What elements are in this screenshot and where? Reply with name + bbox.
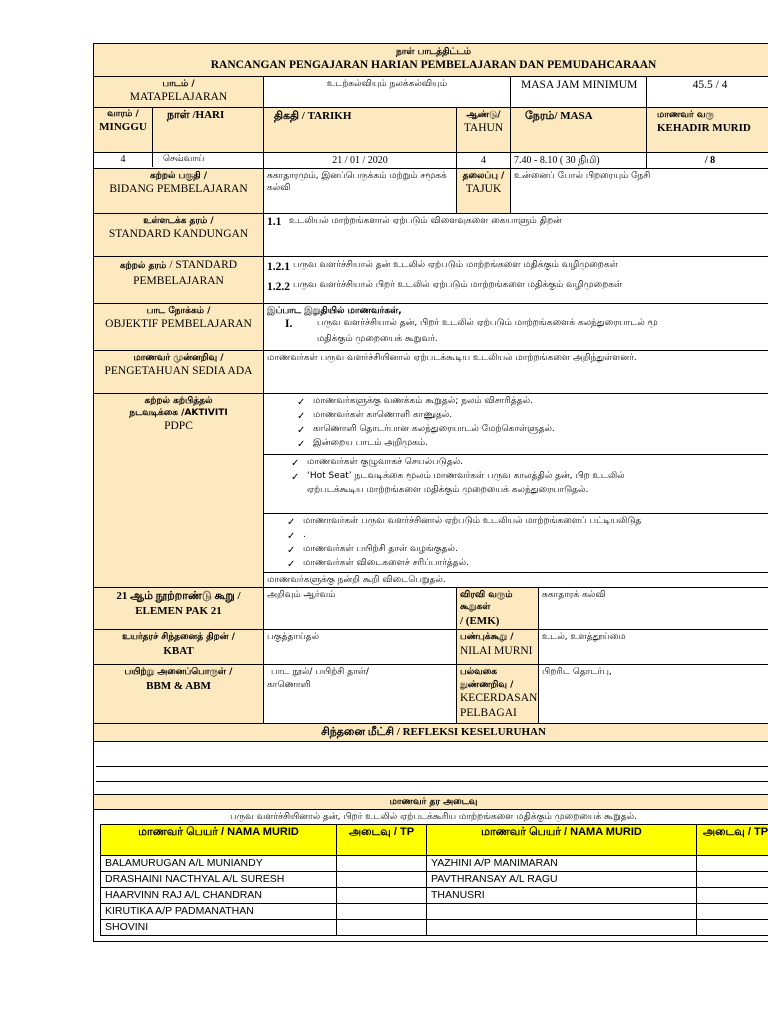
pengetahuan-label-ms: PENGETAHUAN SEDIA ADA <box>104 365 253 378</box>
bbm-label-ms: BBM & ABM <box>146 679 211 692</box>
sp-item-text: பருவ வளர்ச்சியால் தன் உடலில் ஏற்படும் மாற்றங்களை மதிக்கும் வழிமுறைகள் <box>293 260 618 271</box>
time-value: 7.40 - 8.10 ( 30 நிமி) <box>511 152 647 169</box>
tp-cell[interactable] <box>697 919 768 935</box>
nilai-label-ta: பண்புக்கூறு / <box>460 632 514 643</box>
elemen-row <box>94 588 768 630</box>
col-tp-header: அடைவு / TP <box>337 824 427 855</box>
sp-label-ta: கற்றல் தரம் <box>119 261 167 272</box>
emk-value: சுகாதாரக் கல்வி <box>539 588 768 630</box>
student-name: DRASHAINI NACTHYAL A/L SURESH <box>101 871 337 887</box>
student-name <box>427 903 697 919</box>
bidang-label-ms: BIDANG PEMBELAJARAN <box>109 183 248 196</box>
tp-cell[interactable] <box>337 855 427 871</box>
aktiviti-label-ta1: கற்றல் கற்பித்தல் <box>144 396 213 407</box>
subject-label-ms: MATAPELAJARAN <box>129 90 228 103</box>
tp-statement-row <box>94 809 768 824</box>
sp-item-number: 1.2.1 <box>267 261 290 274</box>
list-item: ✓ மாணாவர்கள் பருவ வளர்ச்சினால் ஏற்படும் உடலியல் மாற்றங்களைப் பட்டியலிடுத <box>287 515 768 529</box>
bbm-value-1: பாட நூல்/ பயிற்சி தாள்/ <box>271 667 369 678</box>
student-header-row <box>101 824 768 855</box>
check-icon: ✓ <box>297 438 306 450</box>
tajuk-label-ta: தலைப்பு / <box>462 171 505 182</box>
table-row <box>101 855 768 871</box>
list-item: ✓ மாணவர்கள் விடைகளைச் சரிப்பார்த்தல். <box>287 557 768 571</box>
year-value: 4 <box>457 152 511 169</box>
bidang-value: சுகாதாரமும், இனப்பெருக்கம் மற்றும் சமூகக் கல்வி <box>264 169 457 214</box>
tajuk-value: உன்னைப் போல் பிறரையும் நேசி <box>511 169 768 214</box>
kbat-label-ms: KBAT <box>163 644 194 657</box>
check-icon: ✓ <box>287 517 296 529</box>
subject-row <box>94 76 768 107</box>
student-name: KIRUTIKA A/P PADMANATHAN <box>101 903 337 919</box>
kp-label-ms: KECERDASAN PELBAGAI <box>460 691 538 720</box>
header-row <box>94 44 768 77</box>
kbat-row <box>94 630 768 665</box>
check-icon: ✓ <box>287 558 296 570</box>
time-label: நேரம்/ MASA <box>511 107 647 152</box>
day-value: செவ்வாய் <box>163 153 205 164</box>
student-name: YAZHINI A/P MANIMARAN <box>427 855 697 871</box>
sk-label-ta: உள்ளடக்க தரம் / <box>143 216 214 227</box>
table-row <box>101 919 768 935</box>
list-item: ✓ ‘Hot Seat’ நடவடிக்கை மூலம் மாணவர்கள் பருவ காலத்தில் தன், பிற உடலில் ஏற்படக்கூடிய மாற்றங்களை மதிக்கும் முறையைக் கலந்துரையாடுதல். <box>291 471 625 496</box>
attendance-label-ta: மாணவர் வரு <box>657 109 714 120</box>
objektif-intro: இப்பாட இறுதியில் மாணவர்கள், <box>267 306 402 317</box>
attendance-value: / 8 <box>647 152 768 169</box>
kbat-value: பகுத்தாய்தல் <box>264 630 457 665</box>
table-row <box>101 871 768 887</box>
emk-label-ta: விரவி வரும் கூறுகள் <box>460 590 513 613</box>
masa-value: 45.5 / 4 <box>647 76 768 107</box>
aktiviti-closing: மாணவர்களுக்கு நன்றி கூறி விடைபெறுதல். <box>264 573 768 588</box>
bbm-row <box>94 665 768 723</box>
student-table <box>100 824 768 936</box>
tp-cell[interactable] <box>697 855 768 871</box>
tp-cell[interactable] <box>697 887 768 903</box>
refleksi-line <box>96 752 768 767</box>
subject-value: உடற்கல்வியும் நலக்கல்வியும் <box>264 76 511 107</box>
objektif-line2: மதிக்கும் முறையைக் கூறுவர். <box>317 333 438 344</box>
table-row <box>101 903 768 919</box>
bbm-value-2: காணொளி <box>267 679 311 690</box>
pengetahuan-value: மாணவர்கள் பருவ வளர்ச்சியினால் ஏற்படக்கூடிய உடலியல் மாற்றங்களை அறிந்துள்ளனர். <box>264 351 768 394</box>
aktiviti-row-1 <box>94 394 768 455</box>
col-name-header: மாணவர் பெயர் / NAMA MURID <box>427 824 697 855</box>
aktiviti-label-ms: PDPC <box>164 420 193 433</box>
tp-cell[interactable] <box>337 919 427 935</box>
subject-label-ta: பாடம் / <box>162 78 195 89</box>
aktiviti-set-3 <box>267 515 768 571</box>
refleksi-label: சிந்தனை மீட்சி / REFLEKSI KESELURUHAN <box>94 723 768 741</box>
objektif-label-ms: OBJEKTIF PEMBELAJARAN <box>105 318 252 331</box>
masa-label: MASA JAM MINIMUM <box>511 76 647 107</box>
year-label-ms: TAHUN <box>463 121 504 134</box>
list-item: ✓ மாணவர்களுக்கு வணக்கம் கூறுதல்; நலம் விசாரித்தல். <box>297 395 768 409</box>
check-icon: ✓ <box>291 472 300 484</box>
elemen-label-ta: 21 ஆம் நூற்றாண்டு கூறு / <box>116 590 241 603</box>
year-label-ta: ஆண்டு/ <box>466 109 501 120</box>
student-name: SHOVINI <box>101 919 337 935</box>
info-value-row <box>94 152 768 169</box>
week-value: 4 <box>94 153 153 167</box>
tp-cell[interactable] <box>697 903 768 919</box>
check-icon: ✓ <box>291 458 300 470</box>
sp-item-text: பருவ வளர்ச்சியால் பிறர் உடலில் ஏற்படும் மாற்றங்களை மதிக்கும் வழிமுறைகள் <box>293 279 623 290</box>
sp-item-number: 1.2.2 <box>267 280 290 293</box>
nilai-value: உடல், உளத்தூய்மை <box>539 630 768 665</box>
tp-cell[interactable] <box>337 887 427 903</box>
check-icon: ✓ <box>287 531 296 543</box>
nilai-label-ms: NILAI MURNI <box>460 644 533 657</box>
student-name: PAVTHRANSAY A/L RAGU <box>427 871 697 887</box>
tp-cell[interactable] <box>337 871 427 887</box>
list-item: ✓ மாணவர்கள் குழுவாகச் செயல்படுதல். <box>291 456 768 470</box>
standard-pembelajaran-row <box>94 257 768 304</box>
objektif-number: I. <box>285 318 293 331</box>
sp-label-ms: / STANDARD PEMBELAJARAN <box>133 259 238 287</box>
tp-cell[interactable] <box>337 903 427 919</box>
list-item: ✓ மாணவர்கள் பயிற்சி தாள் வழங்குதல். <box>287 543 768 557</box>
kp-label-ta: பல்வகை நுண்ணறிவு / <box>460 667 514 690</box>
bidang-row <box>94 169 768 214</box>
kp-value: பிறரிட தொடர்பு, <box>539 665 768 723</box>
objektif-row <box>94 304 768 351</box>
tp-cell[interactable] <box>697 871 768 887</box>
kbat-label-ta: உயர்தரச் சிந்தனைத் திறன் / <box>122 632 235 643</box>
list-item: ✓ . <box>287 529 768 543</box>
sk-value: உடலியல் மாற்றங்களால் ஏற்படும் விளைவுகளை கையாளும் திறன் <box>289 216 562 227</box>
objektif-line1: பருவ வளர்ச்சியால் தன், பிறர் உடலில் ஏற்படும் மாற்றங்களைக் கலந்துரையாடல் மூ <box>317 318 658 329</box>
aktiviti-set-2 <box>267 456 768 498</box>
bbm-label-ta: பயிற்று அனைப்பொருள் / <box>124 667 233 678</box>
date-label: திகதி / TARIKH <box>264 107 457 152</box>
refleksi-line <box>96 767 768 782</box>
week-label-ta: வாரம் / <box>107 108 139 119</box>
check-icon: ✓ <box>297 397 306 409</box>
list-item: ✓ இன்றைய பாடம் அறிமுகம். <box>297 437 768 451</box>
tp-title: மாணவர் தர அடைவு <box>94 794 768 809</box>
sk-label-ms: STANDARD KANDUNGAN <box>108 228 249 241</box>
tp-header-row <box>94 794 768 809</box>
aktiviti-set-1 <box>267 395 768 451</box>
sk-number: 1.1 <box>267 216 282 229</box>
student-name <box>427 919 697 935</box>
day-label: நாள் /HARI <box>167 108 225 121</box>
list-item: ✓ மாணவர்கள் காணொளி காணுதல். <box>297 409 768 423</box>
lesson-plan-sheet <box>93 43 768 942</box>
check-icon: ✓ <box>297 411 306 423</box>
pengetahuan-row <box>94 351 768 394</box>
col-tp-header: அடைவு / TP <box>697 824 768 855</box>
elemen-label-ms: ELEMEN PAK 21 <box>135 605 222 618</box>
student-name: BALAMURUGAN A/L MUNIANDY <box>101 855 337 871</box>
week-label-ms: MINGGU <box>99 120 147 133</box>
aktiviti-label-ta2: நடவடிக்கை /AKTIVITI <box>129 408 228 419</box>
student-name: THANUSRI <box>427 887 697 903</box>
list-item: ✓ காணொளி தொடர்பான கலந்துரையாடல் மேற்கொள்ளுதல். <box>297 423 768 437</box>
attendance-label-ms: KEHADIR MURID <box>657 121 751 134</box>
student-name: HAARVINN RAJ A/L CHANDRAN <box>101 887 337 903</box>
refleksi-header-row <box>94 723 768 741</box>
refleksi-lines-row <box>94 741 768 794</box>
title-tamil: நாள் பாடத்திட்டம் <box>395 47 472 57</box>
title-malay: RANCANGAN PENGAJARAN HARIAN PEMBELAJARAN DAN PEMUDAHCARAAN <box>210 59 657 72</box>
elemen-value: அறிவும் ஆர்வம் <box>264 588 457 630</box>
emk-label-ms: / (EMK) <box>460 614 500 627</box>
tp-statement: பருவ வளர்ச்சியினால் தன், பிறர் உடலில் ஏற்படக்கூரிய மாற்றங்களை மதிக்கும் முறையைக் கூறுதல். <box>94 809 768 824</box>
objektif-label-ta: பாட நோக்கம் / <box>146 306 211 317</box>
info-label-row <box>94 107 768 152</box>
table-row <box>101 887 768 903</box>
check-icon: ✓ <box>287 545 296 557</box>
pengetahuan-label-ta: மாணவர் முன்னறிவு / <box>133 353 224 364</box>
check-icon: ✓ <box>297 425 306 437</box>
tajuk-label-ms: TAJUK <box>465 183 502 196</box>
date-value: 21 / 01 / 2020 <box>264 152 457 169</box>
col-name-header: மாணவர் பெயர் / NAMA MURID <box>101 824 337 855</box>
bidang-label-ta: கற்றல் பகுதி / <box>149 171 208 182</box>
standard-kandungan-row <box>94 214 768 257</box>
lesson-plan-table <box>93 43 768 824</box>
